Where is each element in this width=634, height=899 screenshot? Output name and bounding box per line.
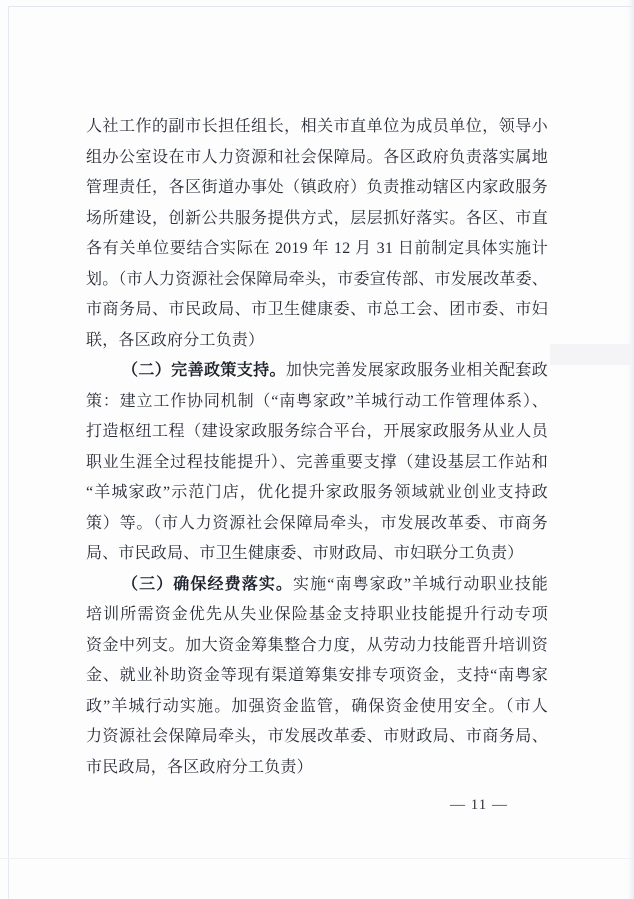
- text-line: 策）等。（市人力资源社会保障局牵头，市发展改革委、市商务: [86, 514, 548, 532]
- text-line: 联，各区政府分工负责）: [86, 331, 265, 349]
- text-line: 打造枢纽工程（建设家政服务综合平台，开展家政服务从业人员: [86, 423, 548, 440]
- document-body: [86, 112, 548, 783]
- text-line: 市商务局、市民政局、市卫生健康委、市总工会、团市委、市妇: [86, 301, 548, 318]
- text-line: 场所建设，创新公共服务提供方式，层层抓好落实。各区、市直: [86, 209, 548, 227]
- text-line: 金、就业补助资金等现有渠道筹集安排专项资金，支持“南粤家: [86, 667, 548, 684]
- scan-edge-top: [8, 6, 634, 7]
- paragraph-section-2: [86, 356, 548, 570]
- text-line: 人社工作的副市长担任组长，相关市直单位为成员单位，领导小: [86, 118, 548, 135]
- scan-smudge: [550, 344, 630, 365]
- paragraph-section-3: [86, 570, 548, 784]
- text-line: 培训所需资金优先从失业保险基金支持职业技能提升行动专项: [86, 606, 548, 623]
- section-2-heading: （二）完善政策支持。: [122, 362, 286, 379]
- scan-edge-right: [628, 0, 634, 899]
- text-line: 资金中列支。加大资金筹集整合力度，从劳动力技能晋升培训资: [86, 636, 548, 654]
- paragraph-continuation: [86, 112, 548, 356]
- text-line: 力资源社会保障局牵头，市发展改革委、市财政局、市商务局、: [86, 728, 548, 745]
- section-2-heading-line: [86, 356, 548, 387]
- text-line: 职业生涯全过程技能提升）、完善重要支撑（建设基层工作站和: [86, 453, 548, 471]
- text-line: 管理责任，各区街道办事处（镇政府）负责推动辖区内家政服务: [86, 179, 548, 196]
- text-line: 划。（市人力资源社会保障局牵头，市委宣传部、市发展改革委、: [86, 270, 548, 288]
- text-line: 市民政局，各区政府分工负责）: [86, 758, 313, 776]
- text-line: 局、市民政局、市卫生健康委、市财政局、市妇联分工负责）: [86, 545, 524, 562]
- section-3-heading-rest: 实施“南粤家政”羊城行动职业技能: [293, 575, 548, 593]
- page-number: — 11 —: [450, 797, 508, 813]
- text-line: 政”羊城行动实施。加强资金监管，确保资金使用安全。（市人: [86, 697, 548, 715]
- text-line: 各有关单位要结合实际在 2019 年 12 月 31 日前制定具体实施计: [86, 240, 548, 257]
- section-2-heading-rest: 加快完善发展家政服务业相关配套政: [285, 362, 548, 379]
- scan-edge-left: [8, 6, 9, 899]
- scan-edge-bottom: [0, 858, 634, 859]
- text-line: “羊城家政”示范门店，优化提升家政服务领域就业创业支持政: [86, 484, 548, 501]
- text-line: 组办公室设在市人力资源和社会保障局。各区政府负责落实属地: [86, 148, 548, 166]
- section-3-heading-line: [86, 570, 548, 601]
- section-3-heading: （三）确保经费落实。: [122, 575, 294, 593]
- text-line: 策：建立工作协同机制（“南粤家政”羊城行动工作管理体系）、: [86, 392, 548, 410]
